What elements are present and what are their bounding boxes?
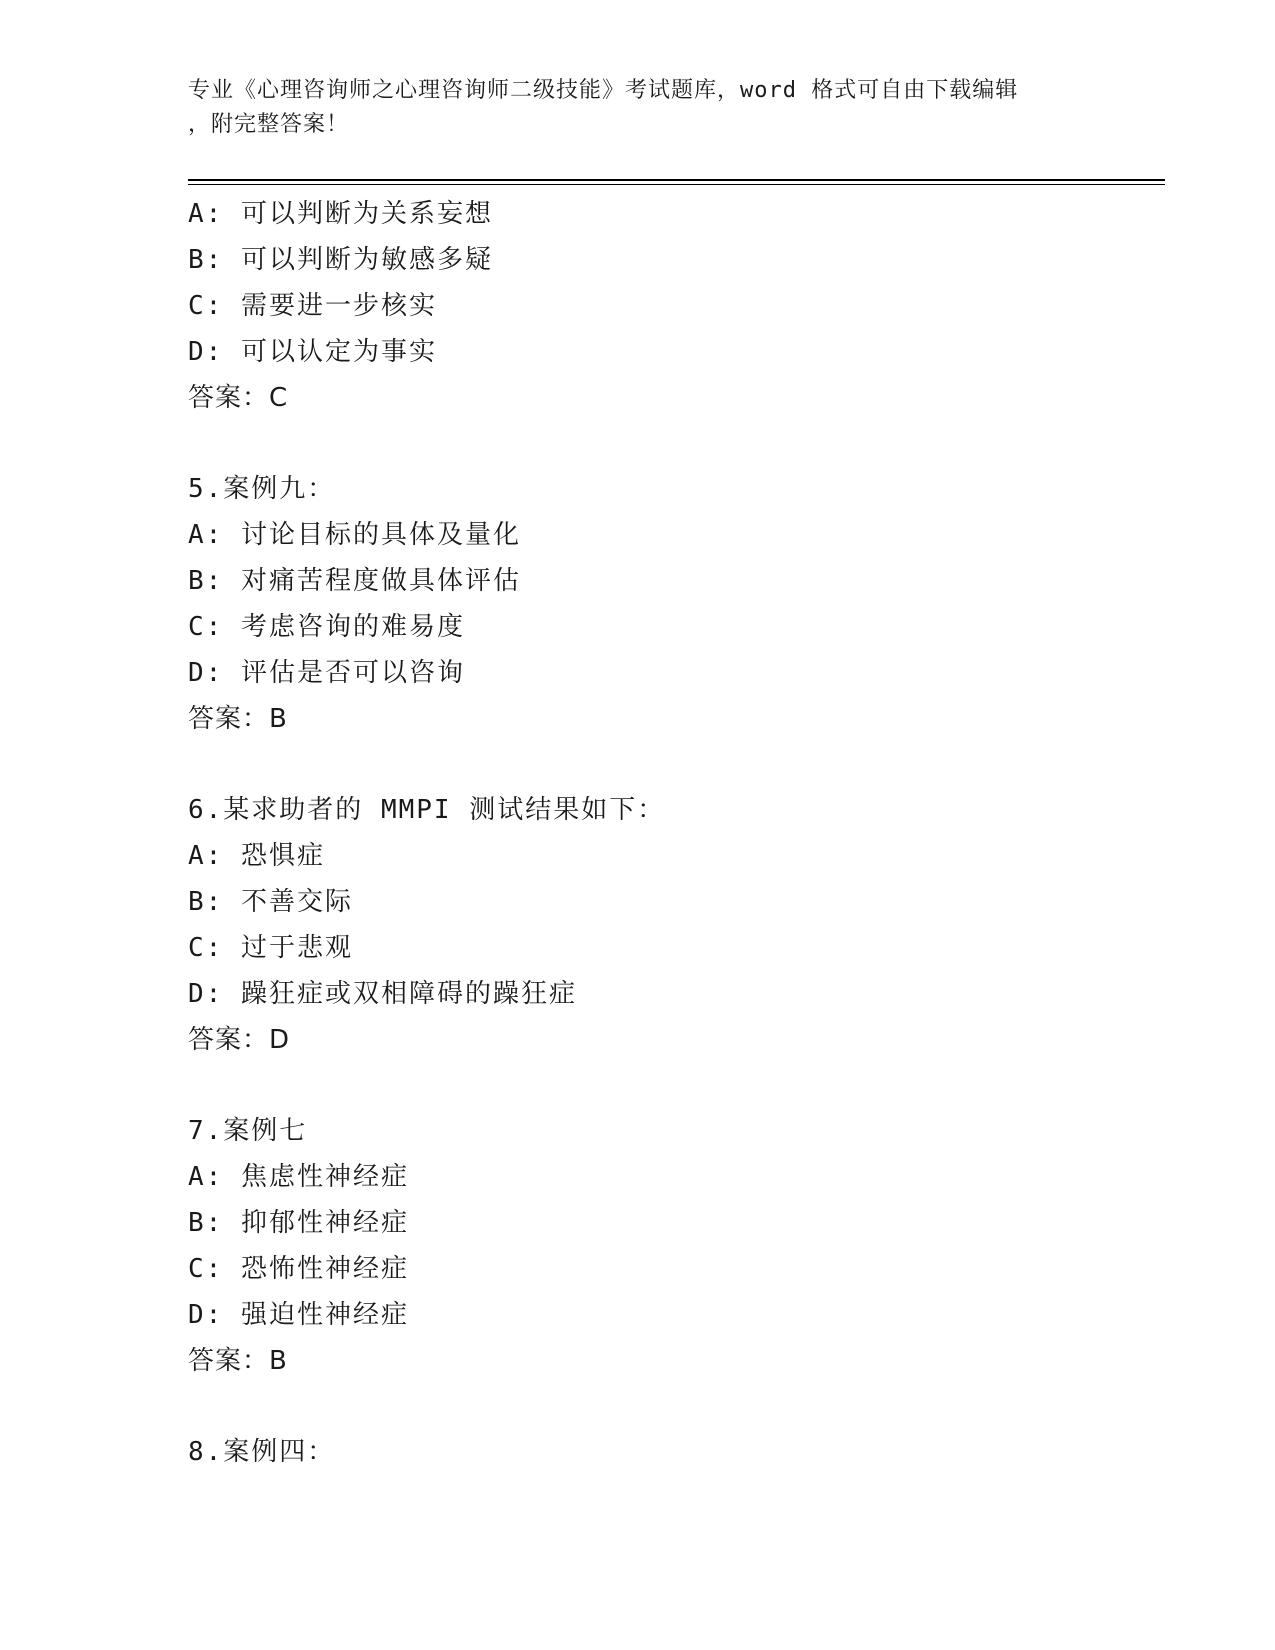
option-a: A: 讨论目标的具体及量化 bbox=[188, 520, 521, 550]
question-block bbox=[188, 191, 1148, 421]
option-c: C: 考虑咨询的难易度 bbox=[188, 612, 465, 642]
option-c: C: 需要进一步核实 bbox=[188, 291, 437, 321]
option-b: B: 可以判断为敏感多疑 bbox=[188, 245, 493, 275]
option-d: D: 评估是否可以咨询 bbox=[188, 658, 465, 688]
question-list bbox=[188, 191, 1148, 1520]
option-b: B: 对痛苦程度做具体评估 bbox=[188, 566, 521, 596]
answer-line: 答案：B bbox=[188, 1346, 288, 1376]
option-b: B: 抑郁性神经症 bbox=[188, 1208, 409, 1238]
header-title-line-1: 专业《心理咨询师之心理咨询师二级技能》考试题库，word 格式可自由下载编辑 bbox=[188, 78, 1019, 103]
option-d: D: 可以认定为事实 bbox=[188, 337, 437, 367]
header-divider bbox=[188, 179, 1165, 185]
question-block bbox=[188, 1429, 1148, 1475]
question-block bbox=[188, 1108, 1148, 1384]
option-a: A: 焦虑性神经症 bbox=[188, 1162, 409, 1192]
answer-line: 答案：B bbox=[188, 704, 288, 734]
document-header bbox=[188, 74, 1068, 142]
option-a: A: 可以判断为关系妄想 bbox=[188, 199, 493, 229]
question-title: 8.案例四： bbox=[188, 1437, 336, 1467]
header-title-line-2: ，附完整答案！ bbox=[188, 112, 350, 137]
question-title: 6.某求助者的 MMPI 测试结果如下： bbox=[188, 795, 666, 825]
option-c: C: 过于悲观 bbox=[188, 933, 353, 963]
option-d: D: 躁狂症或双相障碍的躁狂症 bbox=[188, 979, 577, 1009]
question-title: 7.案例七 bbox=[188, 1116, 308, 1146]
answer-line: 答案：C bbox=[188, 383, 289, 413]
option-a: A: 恐惧症 bbox=[188, 841, 325, 871]
option-c: C: 恐怖性神经症 bbox=[188, 1254, 409, 1284]
answer-line: 答案：D bbox=[188, 1025, 291, 1055]
option-d: D: 强迫性神经症 bbox=[188, 1300, 409, 1330]
question-block bbox=[188, 466, 1148, 742]
question-block bbox=[188, 787, 1148, 1063]
question-title: 5.案例九： bbox=[188, 474, 336, 504]
option-b: B: 不善交际 bbox=[188, 887, 353, 917]
